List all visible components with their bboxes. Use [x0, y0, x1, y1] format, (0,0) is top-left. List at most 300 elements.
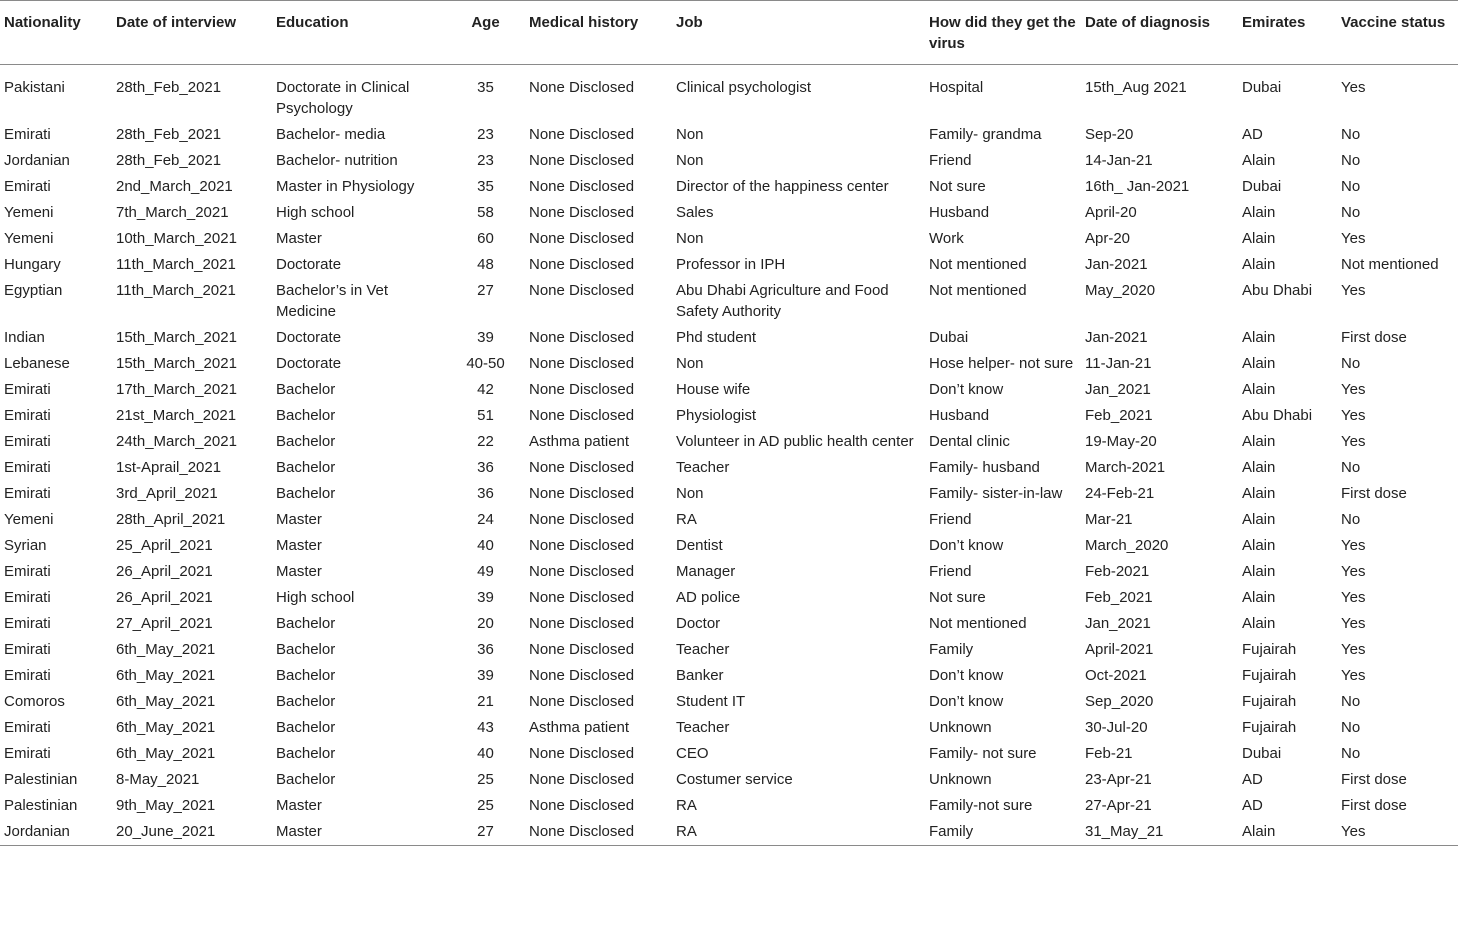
cell-age: 25: [477, 797, 494, 814]
cell-education: Doctorate: [276, 256, 342, 273]
cell-date-of-diagnosis: 14-Jan-21: [1085, 152, 1153, 169]
table-row: [0, 429, 1458, 455]
cell-date-of-diagnosis: March-2021: [1085, 459, 1166, 476]
cell-education: Bachelor: [276, 615, 336, 632]
cell-job: Costumer service: [676, 771, 793, 788]
cell-date-of-interview: 10th_March_2021: [116, 230, 237, 247]
cell-vaccine-status: No: [1341, 204, 1361, 221]
cell-education: Master: [276, 563, 322, 580]
table-row: [0, 715, 1458, 741]
cell-date-of-interview: 20_June_2021: [116, 823, 216, 840]
cell-age: 21: [477, 693, 494, 710]
cell-virus-source: Friend: [929, 563, 972, 580]
cell-emirates: Alain: [1242, 615, 1276, 632]
cell-emirates: Alain: [1242, 563, 1276, 580]
cell-vaccine-status: Yes: [1341, 641, 1366, 658]
cell-virus-source: Not sure: [929, 178, 986, 195]
cell-date-of-interview: 25_April_2021: [116, 537, 213, 554]
cell-vaccine-status: No: [1341, 355, 1361, 372]
column-header-age: Age: [471, 14, 500, 31]
cell-medical-history: None Disclosed: [529, 381, 635, 398]
table-row: [0, 481, 1458, 507]
cell-vaccine-status: Yes: [1341, 667, 1366, 684]
cell-date-of-diagnosis: April-2021: [1085, 641, 1154, 658]
cell-education: Master: [276, 537, 322, 554]
cell-virus-source: Don’t know: [929, 381, 1004, 398]
cell-age: 23: [477, 126, 494, 143]
cell-emirates: Alain: [1242, 511, 1276, 528]
cell-emirates: Abu Dhabi: [1242, 407, 1313, 424]
cell-nationality: Hungary: [4, 256, 61, 273]
cell-virus-source: Unknown: [929, 771, 992, 788]
cell-date-of-interview: 3rd_April_2021: [116, 485, 218, 502]
cell-education: Doctorate: [276, 355, 342, 372]
column-header-date-of-interview: Date of interview: [116, 14, 237, 31]
cell-nationality: Jordanian: [4, 152, 70, 169]
column-header-vaccine-status: Vaccine status: [1341, 14, 1446, 31]
cell-vaccine-status: Yes: [1341, 563, 1366, 580]
cell-date-of-interview: 8-May_2021: [116, 771, 200, 788]
cell-job: CEO: [676, 745, 709, 762]
cell-age: 40: [477, 745, 494, 762]
cell-nationality: Palestinian: [4, 797, 78, 814]
table-row: [0, 585, 1458, 611]
table-row: [0, 65, 1458, 123]
column-header-date-of-diagnosis: Date of diagnosis: [1085, 14, 1211, 31]
cell-medical-history: None Disclosed: [529, 126, 635, 143]
cell-medical-history: None Disclosed: [529, 641, 635, 658]
cell-date-of-diagnosis: 16th_ Jan-2021: [1085, 178, 1190, 195]
cell-emirates: Alain: [1242, 433, 1276, 450]
cell-vaccine-status: Yes: [1341, 79, 1366, 96]
cell-date-of-interview: 28th_Feb_2021: [116, 126, 222, 143]
cell-education: Bachelor: [276, 485, 336, 502]
cell-date-of-diagnosis: Feb-2021: [1085, 563, 1150, 580]
cell-date-of-interview: 15th_March_2021: [116, 355, 237, 372]
cell-nationality: Lebanese: [4, 355, 70, 372]
table-row: [0, 559, 1458, 585]
cell-date-of-diagnosis: 27-Apr-21: [1085, 797, 1152, 814]
cell-vaccine-status: No: [1341, 126, 1361, 143]
table-row: [0, 689, 1458, 715]
column-header-job: Job: [676, 14, 703, 31]
cell-date-of-diagnosis: Feb_2021: [1085, 407, 1153, 424]
cell-nationality: Emirati: [4, 719, 51, 736]
cell-age: 36: [477, 641, 494, 658]
cell-date-of-interview: 2nd_March_2021: [116, 178, 233, 195]
table-row: [0, 741, 1458, 767]
cell-age: 60: [477, 230, 494, 247]
table-row: [0, 507, 1458, 533]
cell-education: Bachelor: [276, 433, 336, 450]
cell-age: 39: [477, 589, 494, 606]
cell-nationality: Jordanian: [4, 823, 70, 840]
cell-date-of-interview: 28th_April_2021: [116, 511, 226, 528]
cell-virus-source: Friend: [929, 511, 972, 528]
cell-nationality: Emirati: [4, 381, 51, 398]
cell-virus-source: Unknown: [929, 719, 992, 736]
cell-job: Physiologist: [676, 407, 757, 424]
cell-date-of-diagnosis: Jan-2021: [1085, 256, 1148, 273]
cell-job: Manager: [676, 563, 736, 580]
cell-vaccine-status: Yes: [1341, 823, 1366, 840]
cell-virus-source: Family: [929, 823, 974, 840]
cell-emirates: Alain: [1242, 589, 1276, 606]
cell-vaccine-status: First dose: [1341, 771, 1407, 788]
cell-education: Doctorate: [276, 329, 342, 346]
cell-education: Master: [276, 797, 322, 814]
table-row: [0, 148, 1458, 174]
cell-job: RA: [676, 797, 697, 814]
cell-virus-source: Family- sister-in-law: [929, 485, 1063, 502]
table-row: [0, 637, 1458, 663]
column-header-emirates: Emirates: [1242, 14, 1306, 31]
header-row: [0, 1, 1458, 65]
cell-education: Bachelor: [276, 381, 336, 398]
cell-emirates: Fujairah: [1242, 693, 1297, 710]
cell-date-of-diagnosis: Feb-21: [1085, 745, 1133, 762]
cell-date-of-interview: 6th_May_2021: [116, 719, 216, 736]
cell-vaccine-status: First dose: [1341, 485, 1407, 502]
cell-date-of-interview: 6th_May_2021: [116, 745, 216, 762]
cell-date-of-interview: 6th_May_2021: [116, 667, 216, 684]
cell-virus-source: Dental clinic: [929, 433, 1010, 450]
cell-medical-history: None Disclosed: [529, 667, 635, 684]
cell-date-of-diagnosis: 31_May_21: [1085, 823, 1164, 840]
cell-date-of-diagnosis: 30-Jul-20: [1085, 719, 1148, 736]
cell-date-of-interview: 21st_March_2021: [116, 407, 237, 424]
cell-nationality: Pakistani: [4, 79, 65, 96]
cell-vaccine-status: Yes: [1341, 407, 1366, 424]
cell-virus-source: Not sure: [929, 589, 986, 606]
cell-age: 48: [477, 256, 494, 273]
cell-medical-history: Asthma patient: [529, 719, 630, 736]
cell-date-of-diagnosis: Jan-2021: [1085, 329, 1148, 346]
cell-emirates: Abu Dhabi: [1242, 282, 1313, 299]
cell-nationality: Emirati: [4, 407, 51, 424]
cell-job: Teacher: [676, 719, 730, 736]
cell-date-of-diagnosis: Oct-2021: [1085, 667, 1147, 684]
cell-date-of-interview: 26_April_2021: [116, 563, 213, 580]
cell-date-of-interview: 11th_March_2021: [116, 256, 236, 273]
cell-job: RA: [676, 511, 697, 528]
cell-education: Bachelor: [276, 719, 336, 736]
cell-date-of-interview: 7th_March_2021: [116, 204, 229, 221]
cell-date-of-diagnosis: Jan_2021: [1085, 381, 1151, 398]
cell-date-of-diagnosis: March_2020: [1085, 537, 1169, 554]
cell-medical-history: None Disclosed: [529, 79, 635, 96]
cell-medical-history: None Disclosed: [529, 230, 635, 247]
cell-nationality: Emirati: [4, 178, 51, 195]
cell-medical-history: Asthma patient: [529, 433, 630, 450]
cell-emirates: Alain: [1242, 459, 1276, 476]
cell-vaccine-status: Yes: [1341, 433, 1366, 450]
cell-medical-history: None Disclosed: [529, 355, 635, 372]
cell-vaccine-status: No: [1341, 459, 1361, 476]
cell-medical-history: None Disclosed: [529, 797, 635, 814]
cell-education: Bachelor- media: [276, 126, 386, 143]
cell-medical-history: None Disclosed: [529, 771, 635, 788]
cell-job: Clinical psychologist: [676, 79, 812, 96]
cell-medical-history: None Disclosed: [529, 537, 635, 554]
cell-vaccine-status: No: [1341, 152, 1361, 169]
cell-nationality: Palestinian: [4, 771, 78, 788]
cell-nationality: Yemeni: [4, 230, 54, 247]
cell-age: 27: [477, 823, 494, 840]
cell-age: 36: [477, 485, 494, 502]
cell-date-of-interview: 26_April_2021: [116, 589, 213, 606]
cell-medical-history: None Disclosed: [529, 823, 635, 840]
cell-age: 23: [477, 152, 494, 169]
cell-education: Bachelor: [276, 667, 336, 684]
cell-medical-history: None Disclosed: [529, 485, 635, 502]
cell-virus-source: Family- husband: [929, 459, 1040, 476]
cell-job: RA: [676, 823, 697, 840]
cell-vaccine-status: Yes: [1341, 537, 1366, 554]
cell-age: 22: [477, 433, 494, 450]
table-row: [0, 663, 1458, 689]
cell-education: Bachelor: [276, 641, 336, 658]
cell-emirates: Dubai: [1242, 745, 1282, 762]
cell-nationality: Emirati: [4, 459, 51, 476]
cell-emirates: Dubai: [1242, 79, 1282, 96]
cell-medical-history: None Disclosed: [529, 407, 635, 424]
cell-date-of-interview: 6th_May_2021: [116, 641, 216, 658]
cell-date-of-interview: 24th_March_2021: [116, 433, 237, 450]
cell-virus-source: Hose helper- not sure: [929, 355, 1074, 372]
cell-job: Doctor: [676, 615, 721, 632]
cell-education: Bachelor’s in Vet Medicine: [276, 282, 389, 320]
table-row: [0, 122, 1458, 148]
cell-age: 42: [477, 381, 494, 398]
cell-education: Master in Physiology: [276, 178, 415, 195]
cell-nationality: Emirati: [4, 485, 51, 502]
cell-education: High school: [276, 589, 355, 606]
cell-education: Bachelor: [276, 693, 336, 710]
cell-age: 40: [477, 537, 494, 554]
cell-vaccine-status: Yes: [1341, 615, 1366, 632]
cell-vaccine-status: Yes: [1341, 589, 1366, 606]
table-row: [0, 611, 1458, 637]
cell-nationality: Emirati: [4, 667, 51, 684]
cell-medical-history: None Disclosed: [529, 693, 635, 710]
table-row: [0, 200, 1458, 226]
cell-nationality: Syrian: [4, 537, 47, 554]
table-row: [0, 252, 1458, 278]
cell-age: 49: [477, 563, 494, 580]
cell-emirates: Alain: [1242, 355, 1276, 372]
cell-emirates: Fujairah: [1242, 719, 1297, 736]
cell-medical-history: None Disclosed: [529, 178, 635, 195]
cell-medical-history: None Disclosed: [529, 589, 635, 606]
cell-vaccine-status: No: [1341, 178, 1361, 195]
cell-job: Non: [676, 485, 704, 502]
cell-nationality: Yemeni: [4, 511, 54, 528]
table-row: [0, 793, 1458, 819]
table-body: [0, 65, 1458, 846]
cell-job: AD police: [676, 589, 741, 606]
cell-age: 27: [477, 282, 494, 299]
cell-vaccine-status: First dose: [1341, 329, 1407, 346]
cell-date-of-diagnosis: 19-May-20: [1085, 433, 1157, 450]
cell-emirates: Alain: [1242, 204, 1276, 221]
cell-age: 35: [477, 178, 494, 195]
cell-education: Bachelor: [276, 459, 336, 476]
cell-age: 36: [477, 459, 494, 476]
cell-date-of-interview: 28th_Feb_2021: [116, 79, 222, 96]
cell-virus-source: Friend: [929, 152, 972, 169]
cell-emirates: Alain: [1242, 537, 1276, 554]
cell-date-of-diagnosis: Feb_2021: [1085, 589, 1153, 606]
cell-date-of-interview: 9th_May_2021: [116, 797, 216, 814]
table-row: [0, 767, 1458, 793]
cell-vaccine-status: No: [1341, 719, 1361, 736]
cell-date-of-diagnosis: Apr-20: [1085, 230, 1131, 247]
cell-emirates: Alain: [1242, 485, 1276, 502]
cell-date-of-interview: 27_April_2021: [116, 615, 213, 632]
cell-vaccine-status: Yes: [1341, 381, 1366, 398]
cell-vaccine-status: First dose: [1341, 797, 1407, 814]
cell-age: 35: [477, 79, 494, 96]
cell-virus-source: Not mentioned: [929, 282, 1027, 299]
cell-virus-source: Dubai: [929, 329, 969, 346]
cell-vaccine-status: No: [1341, 693, 1361, 710]
cell-age: 39: [477, 329, 494, 346]
cell-medical-history: None Disclosed: [529, 152, 635, 169]
cell-job: Abu Dhabi Agriculture and Food Safety Authority: [676, 282, 889, 320]
cell-age: 58: [477, 204, 494, 221]
cell-job: Teacher: [676, 459, 730, 476]
cell-nationality: Emirati: [4, 589, 51, 606]
cell-vaccine-status: Yes: [1341, 230, 1366, 247]
cell-emirates: Alain: [1242, 152, 1276, 169]
column-header-virus-source: How did they get the virus: [929, 14, 1076, 52]
cell-education: Bachelor- nutrition: [276, 152, 398, 169]
cell-date-of-diagnosis: 15th_Aug 2021: [1085, 79, 1187, 96]
cell-virus-source: Husband: [929, 407, 990, 424]
cell-medical-history: None Disclosed: [529, 459, 635, 476]
cell-education: Master: [276, 511, 322, 528]
cell-medical-history: None Disclosed: [529, 511, 635, 528]
cell-emirates: Fujairah: [1242, 667, 1297, 684]
cell-emirates: AD: [1242, 126, 1263, 143]
cell-nationality: Yemeni: [4, 204, 54, 221]
table-row: [0, 819, 1458, 846]
cell-medical-history: None Disclosed: [529, 745, 635, 762]
cell-date-of-interview: 17th_March_2021: [116, 381, 237, 398]
cell-emirates: Alain: [1242, 256, 1276, 273]
cell-virus-source: Not mentioned: [929, 615, 1027, 632]
cell-virus-source: Work: [929, 230, 964, 247]
cell-job: Professor in IPH: [676, 256, 786, 273]
cell-date-of-interview: 11th_March_2021: [116, 282, 236, 299]
cell-nationality: Egyptian: [4, 282, 63, 299]
cell-job: House wife: [676, 381, 751, 398]
cell-emirates: Fujairah: [1242, 641, 1297, 658]
column-header-nationality: Nationality: [4, 14, 81, 31]
cell-emirates: Alain: [1242, 823, 1276, 840]
cell-date-of-interview: 28th_Feb_2021: [116, 152, 222, 169]
table-row: [0, 403, 1458, 429]
cell-virus-source: Not mentioned: [929, 256, 1027, 273]
cell-virus-source: Family: [929, 641, 974, 658]
cell-nationality: Emirati: [4, 126, 51, 143]
cell-age: 39: [477, 667, 494, 684]
cell-job: Phd student: [676, 329, 757, 346]
cell-date-of-diagnosis: Jan_2021: [1085, 615, 1151, 632]
cell-virus-source: Don’t know: [929, 693, 1004, 710]
cell-medical-history: None Disclosed: [529, 256, 635, 273]
column-header-education: Education: [276, 14, 349, 31]
cell-medical-history: None Disclosed: [529, 204, 635, 221]
cell-age: 43: [477, 719, 494, 736]
cell-date-of-diagnosis: 24-Feb-21: [1085, 485, 1155, 502]
table-row: [0, 278, 1458, 325]
cell-date-of-diagnosis: 11-Jan-21: [1085, 355, 1152, 372]
cell-education: Master: [276, 823, 322, 840]
cell-education: Bachelor: [276, 771, 336, 788]
cell-date-of-diagnosis: Sep_2020: [1085, 693, 1154, 710]
table-row: [0, 455, 1458, 481]
cell-age: 51: [477, 407, 494, 424]
cell-nationality: Emirati: [4, 745, 51, 762]
cell-date-of-diagnosis: Mar-21: [1085, 511, 1133, 528]
cell-education: High school: [276, 204, 355, 221]
cell-date-of-interview: 1st-Aprail_2021: [116, 459, 222, 476]
cell-virus-source: Family- grandma: [929, 126, 1042, 143]
cell-virus-source: Family-not sure: [929, 797, 1033, 814]
cell-virus-source: Don’t know: [929, 667, 1004, 684]
table-row: [0, 533, 1458, 559]
cell-education: Master: [276, 230, 322, 247]
table-row: [0, 226, 1458, 252]
cell-date-of-diagnosis: 23-Apr-21: [1085, 771, 1152, 788]
cell-emirates: Alain: [1242, 329, 1276, 346]
cell-nationality: Emirati: [4, 641, 51, 658]
cell-job: Sales: [676, 204, 714, 221]
table-row: [0, 377, 1458, 403]
cell-age: 25: [477, 771, 494, 788]
cell-job: Non: [676, 355, 704, 372]
cell-medical-history: None Disclosed: [529, 282, 635, 299]
cell-emirates: Dubai: [1242, 178, 1282, 195]
cell-virus-source: Hospital: [929, 79, 984, 96]
cell-vaccine-status: No: [1341, 745, 1361, 762]
cell-nationality: Emirati: [4, 615, 51, 632]
cell-emirates: AD: [1242, 771, 1263, 788]
cell-education: Bachelor: [276, 745, 336, 762]
cell-vaccine-status: No: [1341, 511, 1361, 528]
cell-nationality: Indian: [4, 329, 45, 346]
cell-age: 20: [477, 615, 494, 632]
cell-emirates: Alain: [1242, 230, 1276, 247]
cell-virus-source: Family- not sure: [929, 745, 1037, 762]
cell-job: Banker: [676, 667, 724, 684]
cell-job: Dentist: [676, 537, 723, 554]
cell-education: Bachelor: [276, 407, 336, 424]
cell-vaccine-status: Not mentioned: [1341, 256, 1439, 273]
cell-nationality: Emirati: [4, 563, 51, 580]
cell-date-of-diagnosis: May_2020: [1085, 282, 1156, 299]
cell-job: Student IT: [676, 693, 746, 710]
cell-medical-history: None Disclosed: [529, 615, 635, 632]
cell-age: 24: [477, 511, 494, 528]
cell-medical-history: None Disclosed: [529, 563, 635, 580]
cell-job: Director of the happiness center: [676, 178, 889, 195]
column-header-medical-history: Medical history: [529, 14, 639, 31]
cell-date-of-interview: 15th_March_2021: [116, 329, 237, 346]
cell-emirates: Alain: [1242, 381, 1276, 398]
